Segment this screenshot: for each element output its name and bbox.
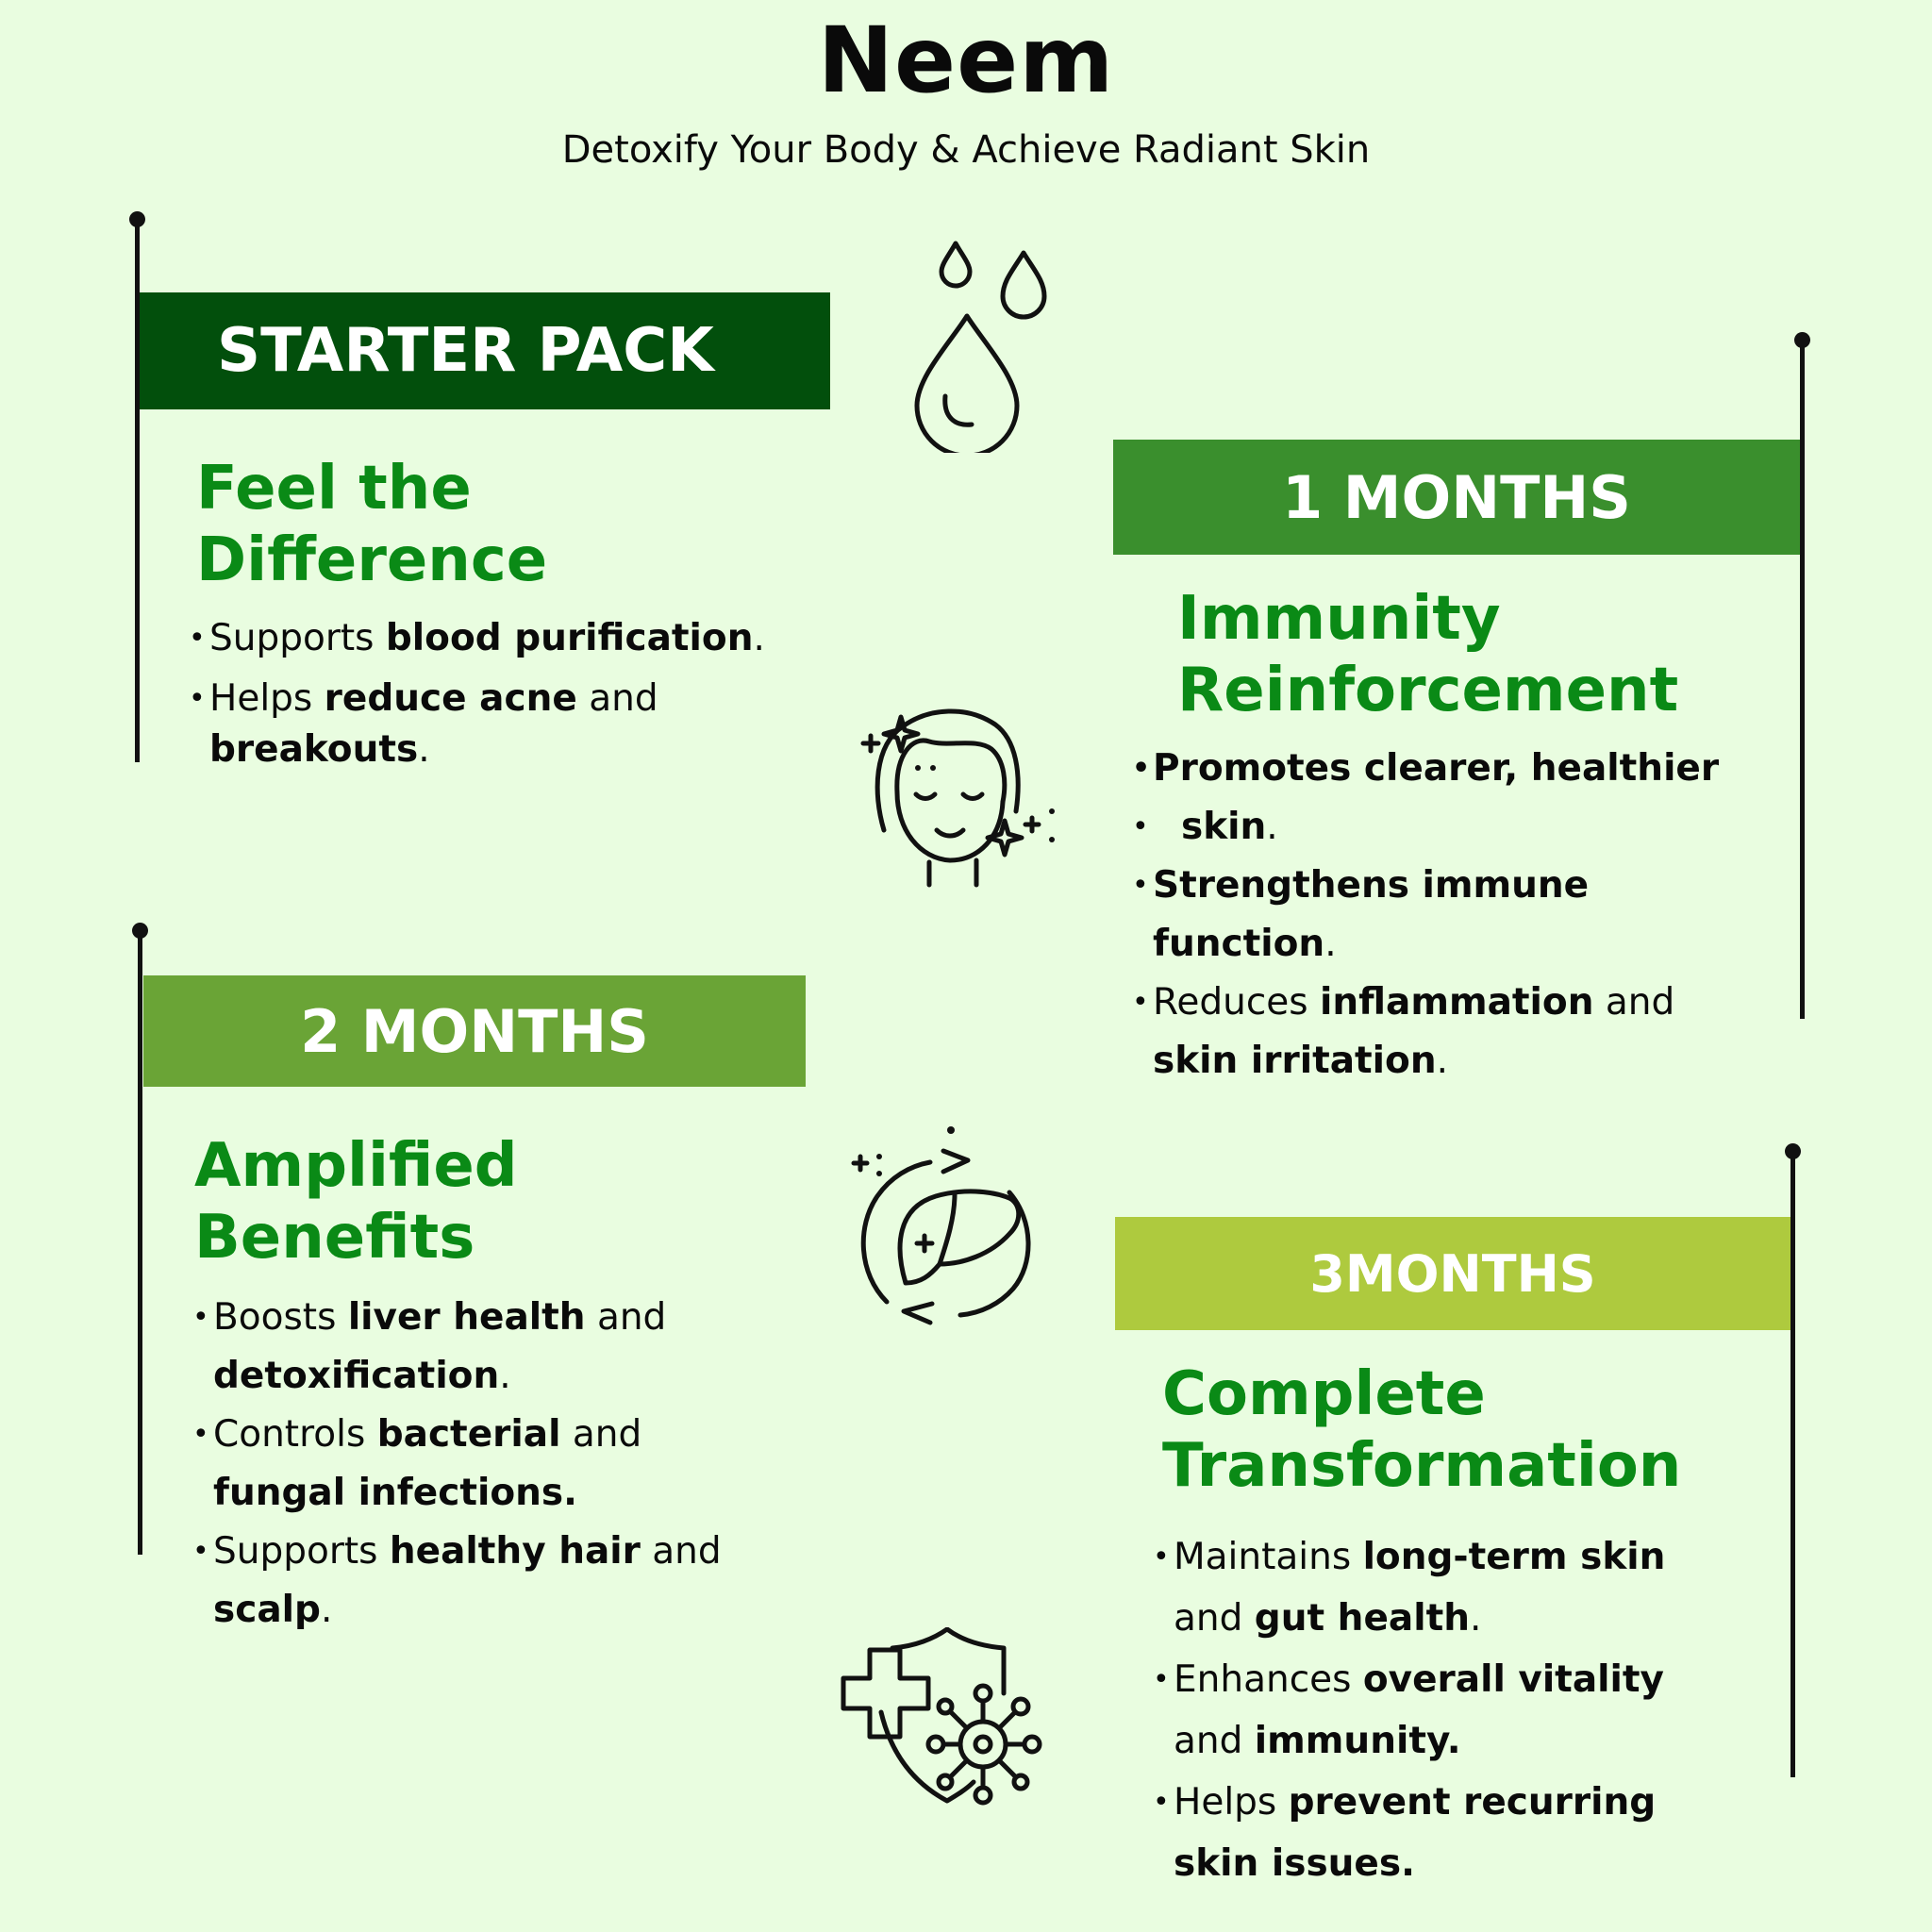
- list-item: • Reduces inflammation and skin irritation.: [1132, 981, 1675, 1082]
- month2-bullets: [192, 1289, 834, 1640]
- month1-pole: [1800, 340, 1805, 1019]
- month2-heading: Amplified Benefits: [194, 1131, 518, 1273]
- list-item: • skin.: [1132, 806, 1278, 848]
- immunity-shield-icon: [840, 1627, 1057, 1816]
- starter-bullets: [189, 609, 830, 775]
- month3-banner: [1115, 1217, 1790, 1330]
- starter-banner: [140, 292, 830, 409]
- starter-banner-label: STARTER PACK: [217, 316, 714, 386]
- list-item: • Helps prevent recurring skin issues.: [1153, 1781, 1657, 1885]
- list-item: • Controls bacterial and fungal infections.: [192, 1413, 642, 1514]
- month1-banner-label: 1 MONTHS: [1282, 462, 1631, 532]
- list-item: • Helps reduce acne and breakouts.: [189, 677, 658, 771]
- glowing-face-icon: [854, 689, 1061, 896]
- month1-bullets: [1132, 740, 1792, 1091]
- month3-heading: Complete Transformation: [1162, 1359, 1682, 1501]
- liver-detox-icon: [849, 1123, 1047, 1340]
- month1-banner: [1113, 440, 1800, 555]
- month3-banner-label: 3MONTHS: [1309, 1243, 1596, 1304]
- list-item: • Promotes clearer, healthier: [1132, 747, 1720, 790]
- month1-heading: Immunity Reinforcement: [1177, 584, 1679, 725]
- month2-banner: [143, 975, 806, 1087]
- water-drops-icon: [896, 236, 1066, 453]
- list-item: • Supports healthy hair and scalp.: [192, 1530, 722, 1631]
- month3-bullets: [1153, 1526, 1813, 1894]
- list-item: • Supports blood purification.: [189, 617, 765, 659]
- list-item: • Enhances overall vitality and immunity.: [1153, 1658, 1664, 1762]
- list-item: • Boosts liver health and detoxification.: [192, 1296, 667, 1397]
- month2-pole: [138, 930, 142, 1555]
- starter-heading: Feel the Difference: [196, 454, 548, 595]
- page-title: Neem: [817, 8, 1115, 113]
- page-subtitle: Detoxify Your Body & Achieve Radiant Skin: [561, 128, 1371, 172]
- month2-banner-label: 2 MONTHS: [300, 996, 649, 1066]
- list-item: • Maintains long-term skin and gut health.: [1153, 1536, 1666, 1640]
- list-item: • Strengthens immune function.: [1132, 864, 1590, 965]
